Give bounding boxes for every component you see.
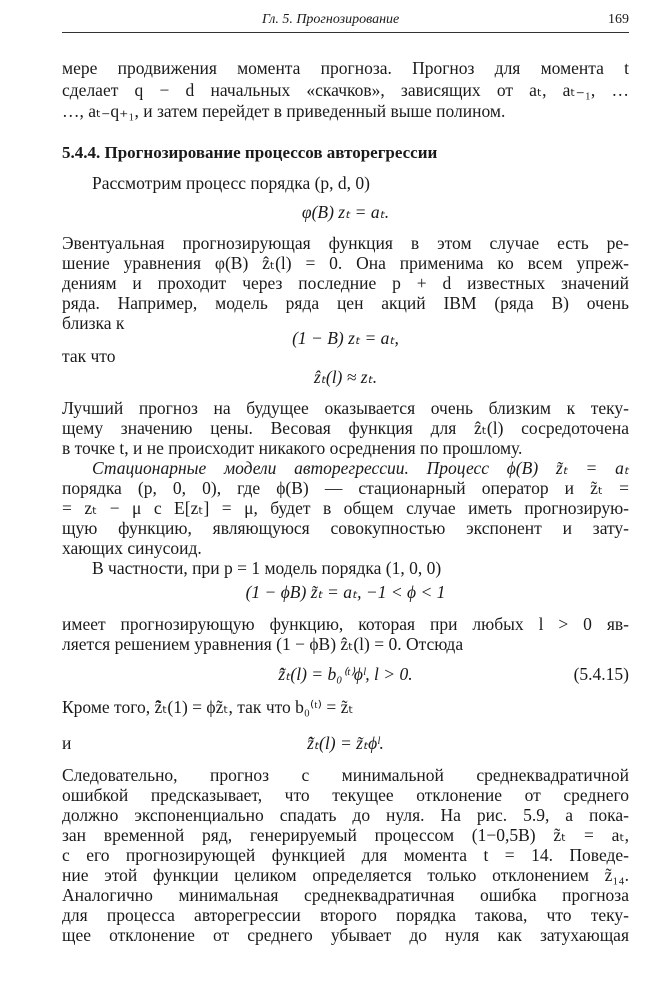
text-line: имеет прогнозирующую функцию, которая при любых l > 0 яв- — [62, 614, 629, 634]
text-line: ошибкой предсказывает, что текущее отклонение от среднего — [62, 785, 629, 805]
text-line: шение уравнения φ(B) ẑₜ(l) = 0. Она применима ко всем упреж- — [62, 253, 629, 273]
equation: φ(B) zₜ = aₜ. — [301, 202, 390, 222]
text-line: близка к — [62, 313, 125, 333]
text-line: зан временной ряд, генерируемый процессом (1−0,5B) z̃ₜ = aₜ, — [62, 825, 629, 845]
text-line: Аналогично минимальная среднеквадратичная ошибка прогноза — [62, 885, 629, 905]
section-heading: 5.4.4. Прогнозирование процессов авторегрессии — [62, 143, 438, 162]
text-line: Лучший прогноз на будущее оказывается очень близким к теку- — [62, 398, 629, 418]
equation: z̃̂ₜ(l) = z̃ₜϕˡ. — [307, 733, 384, 753]
text-line: для процесса авторегрессии второго порядка такова, что теку- — [62, 905, 629, 925]
text-line: Стационарные модели авторегрессии. Процесс ϕ(B) z̃ₜ = aₜ — [92, 458, 629, 478]
text-line: дениям и проходит через последние p + d известных значений — [62, 273, 629, 293]
text-line: щему значению цены. Весовая функция для ẑₜ(l) сосредоточена — [62, 418, 629, 438]
equation-number: (5.4.15) — [573, 664, 629, 684]
text-line: должно экспоненциально спадать до нуля. На рис. 5.9, a пока- — [62, 805, 629, 825]
text-label: и — [62, 733, 72, 753]
equation: (1 − B) zₜ = aₜ, — [292, 328, 399, 348]
text-line: ряда. Например, модель ряда цен акций IBM (ряда B) очень — [62, 293, 629, 313]
text-line: В частности, при p = 1 модель порядка (1, 0, 0) — [92, 558, 442, 578]
equation: (1 − ϕB) z̃ₜ = aₜ, −1 < ϕ < 1 — [245, 582, 446, 602]
text-line: …, aₜ₋q₊₁, и затем перейдет в приведенный выше полином. — [62, 101, 506, 121]
text-label: так что — [62, 346, 116, 366]
text-line: ние этой функции целиком определяется только отклонением z̃₁₄. — [62, 865, 629, 885]
text-line: Следовательно, прогноз с минимальной среднеквадратичной — [62, 765, 629, 785]
equation: ẑₜ(l) ≈ zₜ. — [313, 367, 378, 387]
text-line: щую функцию, являющуюся совокупностью экспонент и зату- — [62, 518, 629, 538]
text-line: в точке t, и не происходит никакого осреднения по прошлому. — [62, 438, 523, 458]
text-line: щее отклонение от среднего убывает до нуля как затухающая — [62, 925, 629, 945]
text-line: ляется решением уравнения (1 − ϕB) ẑₜ(l) = 0. Отсюда — [62, 634, 464, 654]
text-line: Рассмотрим процесс порядка (p, d, 0) — [92, 173, 371, 193]
text-line: с его прогнозирующей функцией для момента t = 14. Поведе- — [62, 845, 629, 865]
text-line: сделает q − d начальных «скачков», зависящих от aₜ, aₜ₋₁, … — [62, 80, 629, 100]
running-header — [62, 10, 629, 33]
text-line: хающих синусоид. — [62, 538, 202, 558]
page-number: 169 — [608, 12, 629, 27]
equation: z̃̂ₜ(l) = b₀⁽ᵗ⁾ϕˡ, l > 0. — [278, 664, 413, 684]
text-line: порядка (p, 0, 0), где ϕ(B) — стационарный оператор и z̃ₜ = — [62, 478, 629, 498]
chapter-title: Гл. 5. Прогнозирование — [262, 12, 400, 27]
text-line: = zₜ − μ с E[zₜ] = μ, будет в общем случае иметь прогнозирую- — [62, 498, 629, 518]
text-line: Кроме того, z̃̂ₜ(1) = ϕz̃ₜ, так что b₀⁽ᵗ⁾ = z̃ₜ — [62, 697, 354, 717]
text-line: Эвентуальная прогнозирующая функция в этом случае есть ре- — [62, 233, 629, 253]
text-line: мере продвижения момента прогноза. Прогноз для момента t — [62, 58, 629, 78]
